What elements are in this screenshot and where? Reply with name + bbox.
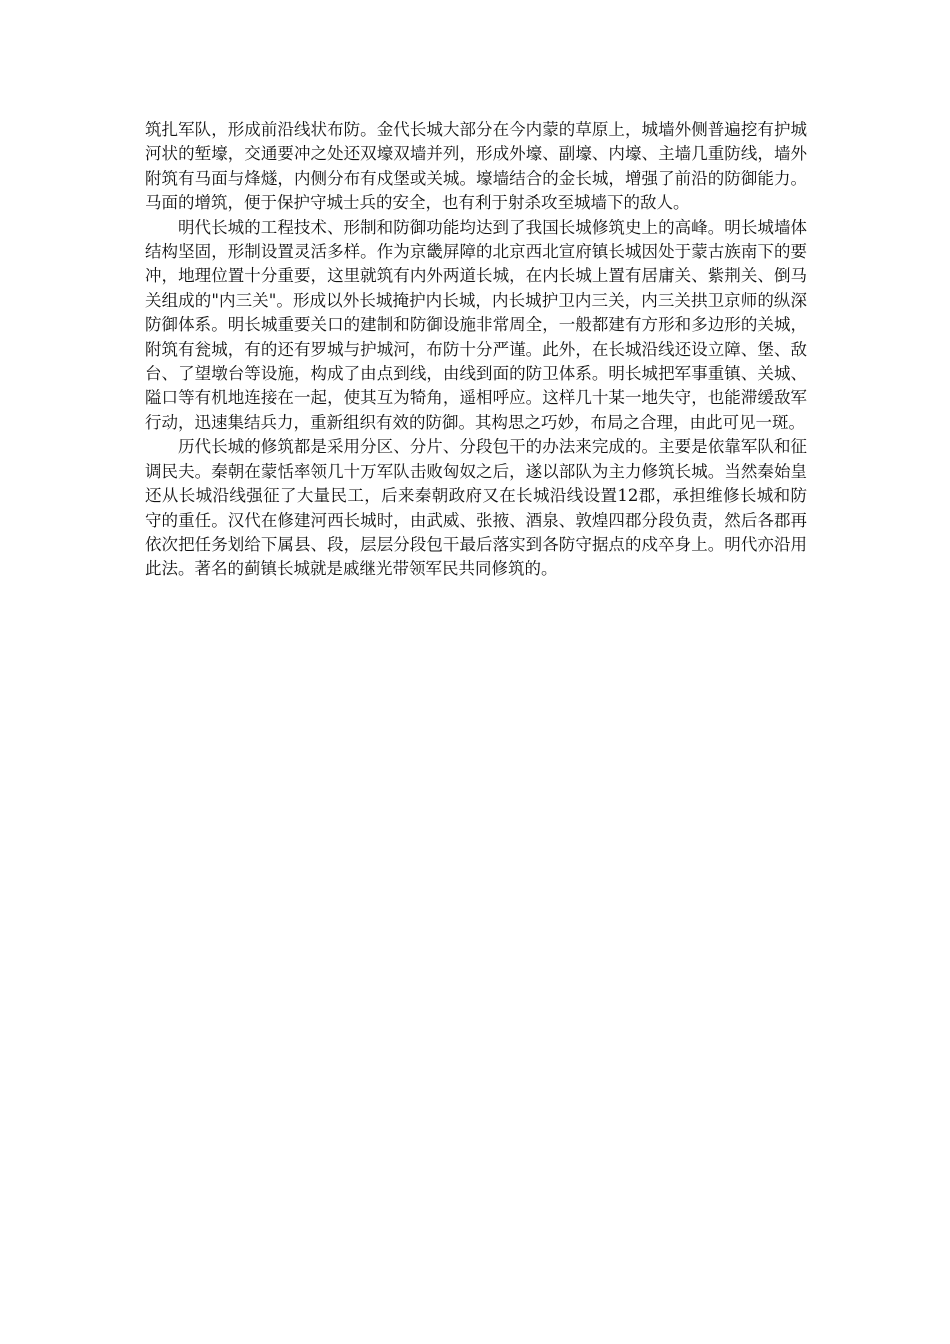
paragraph-ming-great-wall: 明代长城的工程技术、形制和防御功能均达到了我国长城修筑史上的高峰。明长城墙体结构坚固，形制设置灵活多样。作为京畿屏障的北京西北宣府镇长城因处于蒙古族南下的要冲，地理位置十分重要，这里就筑有内外两道长城，在内长城上置有居庸关、紫荆关、倒马关组成的"内三关"。形成以外长城掩护内长城，内长城护卫内三关，内三关拱卫京师的纵深防御体系。明长城重要关口的建制和防御设施非常周全，一般都建有方形和多边形的关城，附筑有瓮城，有的还有罗城与护城河，布防十分严谨。此外，在长城沿线还设立障、堡、敌台、了望墩台等设施，构成了由点到线，由线到面的防卫体系。明长城把军事重镇、关城、隘口等有机地连接在一起，使其互为犄角，遥相呼应。这样几十某一地失守，也能滞缓敌军行动，迅速集结兵力，重新组织有效的防御。其构思之巧妙，布局之合理，由此可见一斑。 xyxy=(145,217,807,432)
body-text xyxy=(145,118,807,582)
paragraph-construction-method: 历代长城的修筑都是采用分区、分片、分段包干的办法来完成的。主要是依靠军队和征调民夫。秦朝在蒙恬率领几十万军队击败匈奴之后，遂以部队为主力修筑长城。当然秦始皇还从长城沿线强征了大量民工，后来秦朝政府又在长城沿线设置12郡，承担维修长城和防守的重任。汉代在修建河西长城时，由武威、张掖、酒泉、敦煌四郡分段负责，然后各郡再依次把任务划给下属县、段，层层分段包干最后落实到各防守据点的戍卒身上。明代亦沿用此法。著名的蓟镇长城就是戚继光带领军民共同修筑的。 xyxy=(145,437,807,579)
paragraph-jin-great-wall: 筑扎军队，形成前沿线状布防。金代长城大部分在今内蒙的草原上，城墙外侧普遍挖有护城河状的堑壕，交通要冲之处还双壕双墙并列，形成外壕、副壕、内壕、主墙几重防线，墙外附筑有马面与烽燧，内侧分布有戍堡或关城。壕墙结合的金长城，增强了前沿的防御能力。马面的增筑，便于保护守城士兵的安全，也有利于射杀攻至城墙下的敌人。 xyxy=(145,120,807,213)
